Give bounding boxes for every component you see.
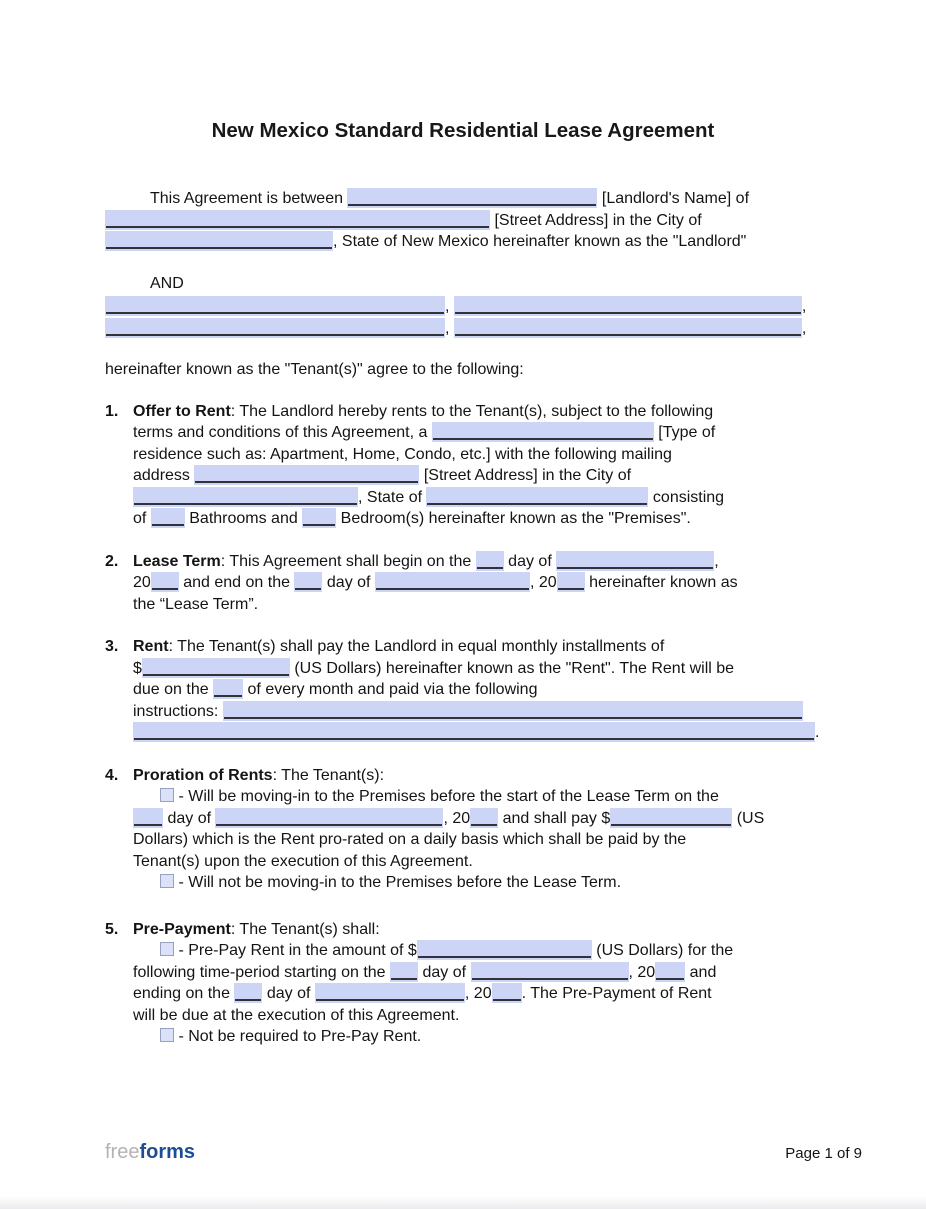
text-line xyxy=(133,487,821,509)
text-line xyxy=(105,318,821,340)
text-run: , State of xyxy=(358,488,427,506)
intro-paragraph xyxy=(105,188,821,253)
text-run: - Not be required to Pre-Pay Rent. xyxy=(174,1028,422,1045)
text-line xyxy=(133,551,821,573)
text-run: [Street Address] in the City of xyxy=(490,211,702,229)
text-run: , 20 xyxy=(443,809,471,827)
prepay-rent-checkbox[interactable] xyxy=(160,942,174,956)
page-bottom-shadow xyxy=(0,1196,926,1209)
section-number: 3. xyxy=(105,638,119,655)
text-run: - Will not be moving-in to the Premises before the Lease Term. xyxy=(174,874,622,891)
text-run: and end on the xyxy=(178,574,295,591)
rent-amount-field[interactable] xyxy=(142,658,290,678)
section-offer-to-rent xyxy=(105,401,821,530)
text-line xyxy=(133,1005,821,1027)
premises-street-address-field[interactable] xyxy=(194,465,419,485)
premises-city-field[interactable] xyxy=(133,487,358,507)
text-line xyxy=(133,679,821,701)
text-run: : The Tenant(s) shall: xyxy=(230,920,380,938)
text-run: Dollars) which is the Rent pro-rated on a daily basis which shall be paid by the xyxy=(133,831,687,848)
text-run: of xyxy=(133,510,151,527)
text-line xyxy=(133,401,821,423)
text-line xyxy=(133,829,821,851)
payment-instructions-field-1[interactable] xyxy=(223,701,803,721)
bold-text-run: Proration of Rents xyxy=(133,766,273,784)
section-pre-payment xyxy=(105,919,821,1048)
section-lease-term xyxy=(105,551,821,616)
document-title: New Mexico Standard Residential Lease Agreement xyxy=(211,119,715,142)
prepay-start-year-field[interactable] xyxy=(655,962,685,982)
text-run: $ xyxy=(133,659,142,677)
text-run: AND xyxy=(150,274,184,292)
text-run: hereinafter known as the "Tenant(s)" agree to the following: xyxy=(105,361,524,378)
text-run: (US Dollars) for the xyxy=(591,942,734,959)
text-line xyxy=(133,594,821,616)
text-run: residence such as: Apartment, Home, Condo, etc.] with the following mailing xyxy=(133,445,672,463)
text-line xyxy=(133,722,821,744)
text-line xyxy=(133,658,821,680)
proration-amount-field[interactable] xyxy=(610,808,732,828)
text-run: , xyxy=(714,552,719,570)
text-run: This Agreement is between xyxy=(150,190,348,207)
text-run: following time-period starting on the xyxy=(133,963,391,981)
prepay-end-month-field[interactable] xyxy=(315,983,465,1003)
text-run: : The Tenant(s) shall pay the Landlord in equal monthly installments of xyxy=(168,638,665,655)
bedrooms-count-field[interactable] xyxy=(302,508,336,528)
text-run: consisting xyxy=(648,488,725,506)
text-line xyxy=(133,444,821,466)
text-run: - Pre-Pay Rent in the amount of $ xyxy=(174,942,417,959)
text-line xyxy=(133,786,821,808)
bathrooms-count-field[interactable] xyxy=(151,508,185,528)
text-line xyxy=(105,296,821,318)
bold-text-run: Lease Term xyxy=(133,552,221,570)
text-line xyxy=(105,231,821,253)
text-run: , 20 xyxy=(529,574,557,591)
payment-instructions-field-2[interactable] xyxy=(133,722,815,742)
text-run: Tenant(s) upon the execution of this Agreement. xyxy=(133,852,473,870)
text-run: , xyxy=(445,298,454,315)
text-line xyxy=(133,465,821,487)
lease-start-year-field[interactable] xyxy=(151,572,179,592)
text-line xyxy=(133,508,821,530)
text-run: address xyxy=(133,467,195,484)
page-footer xyxy=(105,1140,862,1164)
text-line xyxy=(105,188,821,210)
text-run: the “Lease Term”. xyxy=(133,595,259,613)
text-run: will be due at the execution of this Agreement. xyxy=(133,1006,460,1024)
text-run: day of xyxy=(503,552,557,570)
lease-end-year-field[interactable] xyxy=(557,572,585,592)
text-run: and xyxy=(685,963,717,981)
text-run: Bedroom(s) hereinafter known as the "Premises". xyxy=(336,510,691,527)
text-run: (US xyxy=(732,809,765,827)
bold-text-run: Offer to Rent xyxy=(133,402,231,420)
text-run: [Street Address] in the City of xyxy=(419,467,632,484)
tenant-clause xyxy=(105,359,821,381)
text-line xyxy=(133,636,821,658)
page-content xyxy=(0,118,926,1048)
residence-type-field[interactable] xyxy=(432,422,654,442)
text-line xyxy=(133,851,821,873)
logo-forms-text: forms xyxy=(139,1141,196,1163)
proration-day-field[interactable] xyxy=(133,808,163,828)
text-run: 20 xyxy=(133,574,151,591)
section-rent xyxy=(105,636,821,744)
text-run: hereinafter known as xyxy=(584,574,738,591)
landlord-city-field[interactable] xyxy=(105,231,333,251)
rent-due-day-field[interactable] xyxy=(213,679,243,699)
text-run: day of xyxy=(262,985,315,1002)
text-line xyxy=(133,422,821,444)
text-run: , xyxy=(801,319,807,337)
section-number: 4. xyxy=(105,766,119,784)
document-body xyxy=(105,188,821,1048)
prepay-end-day-field[interactable] xyxy=(234,983,262,1003)
text-line xyxy=(133,765,821,787)
text-run: [Type of xyxy=(653,424,716,441)
prepay-end-year-field[interactable] xyxy=(492,983,522,1003)
text-run: , xyxy=(445,319,454,337)
text-line xyxy=(133,983,821,1005)
text-run: . The Pre-Payment of Rent xyxy=(521,985,712,1002)
text-run: of every month and paid via the following xyxy=(243,681,538,698)
text-run: due on the xyxy=(133,681,214,698)
text-run: , 20 xyxy=(464,985,492,1002)
lease-start-month-field[interactable] xyxy=(556,551,714,571)
text-line xyxy=(133,872,821,894)
text-run: (US Dollars) hereinafter known as the "Rent". The Rent will be xyxy=(289,659,735,677)
bold-text-run: Rent xyxy=(133,638,169,655)
text-run: day of xyxy=(322,574,375,591)
text-line xyxy=(105,273,821,295)
tenant-2-name-field[interactable] xyxy=(454,296,802,316)
text-run: , State of New Mexico hereinafter known as the "Landlord" xyxy=(333,233,747,250)
text-line xyxy=(133,962,821,984)
section-number: 5. xyxy=(105,920,119,938)
text-run: Bathrooms and xyxy=(184,510,303,527)
text-run: : This Agreement shall begin on the xyxy=(220,552,476,570)
text-run: . xyxy=(815,724,820,741)
freeforms-logo xyxy=(105,1140,195,1164)
text-run: day of xyxy=(163,809,216,827)
no-prepay-checkbox[interactable] xyxy=(160,1028,174,1042)
text-run: : The Tenant(s): xyxy=(272,766,385,784)
movein-before-lease-checkbox[interactable] xyxy=(160,788,174,802)
text-line xyxy=(133,701,821,723)
tenant-name-fields xyxy=(105,296,821,339)
text-run: instructions: xyxy=(133,702,223,720)
text-run: , 20 xyxy=(628,963,656,981)
section-proration-of-rents xyxy=(105,765,821,894)
bold-text-run: Pre-Payment xyxy=(133,920,231,938)
text-line xyxy=(105,359,821,381)
proration-month-field[interactable] xyxy=(215,808,443,828)
lease-end-day-field[interactable] xyxy=(294,572,322,592)
text-run: day of xyxy=(418,963,471,981)
and-label xyxy=(105,273,821,295)
text-run: and shall pay $ xyxy=(498,809,611,827)
prepay-amount-field[interactable] xyxy=(417,940,592,960)
landlord-street-address-field[interactable] xyxy=(105,210,490,230)
tenant-4-name-field[interactable] xyxy=(454,318,802,338)
landlord-name-field[interactable] xyxy=(347,188,597,208)
prepay-start-month-field[interactable] xyxy=(471,962,629,982)
text-line xyxy=(133,1026,821,1048)
premises-state-field[interactable] xyxy=(426,487,648,507)
tenant-1-name-field[interactable] xyxy=(105,296,445,316)
lease-end-month-field[interactable] xyxy=(375,572,530,592)
section-number: 1. xyxy=(105,402,119,420)
text-line xyxy=(105,210,821,232)
text-run: : The Landlord hereby rents to the Tenant(s), subject to the following xyxy=(230,402,714,420)
logo-free-text: free xyxy=(105,1141,140,1163)
text-run: terms and conditions of this Agreement, a xyxy=(133,424,432,441)
section-number: 2. xyxy=(105,552,119,570)
text-run: , xyxy=(801,298,807,315)
page-number-label: Page 1 of 9 xyxy=(785,1145,862,1162)
text-line xyxy=(133,940,821,962)
text-run: [Landlord's Name] of xyxy=(597,190,750,207)
text-line xyxy=(133,808,821,830)
text-run: ending on the xyxy=(133,985,235,1002)
lease-start-day-field[interactable] xyxy=(476,551,504,571)
no-movein-checkbox[interactable] xyxy=(160,874,174,888)
proration-year-field[interactable] xyxy=(470,808,498,828)
text-run: - Will be moving-in to the Premises before the start of the Lease Term on the xyxy=(174,788,719,805)
prepay-start-day-field[interactable] xyxy=(390,962,418,982)
text-line xyxy=(133,572,821,594)
tenant-3-name-field[interactable] xyxy=(105,318,445,338)
text-line xyxy=(133,919,821,941)
